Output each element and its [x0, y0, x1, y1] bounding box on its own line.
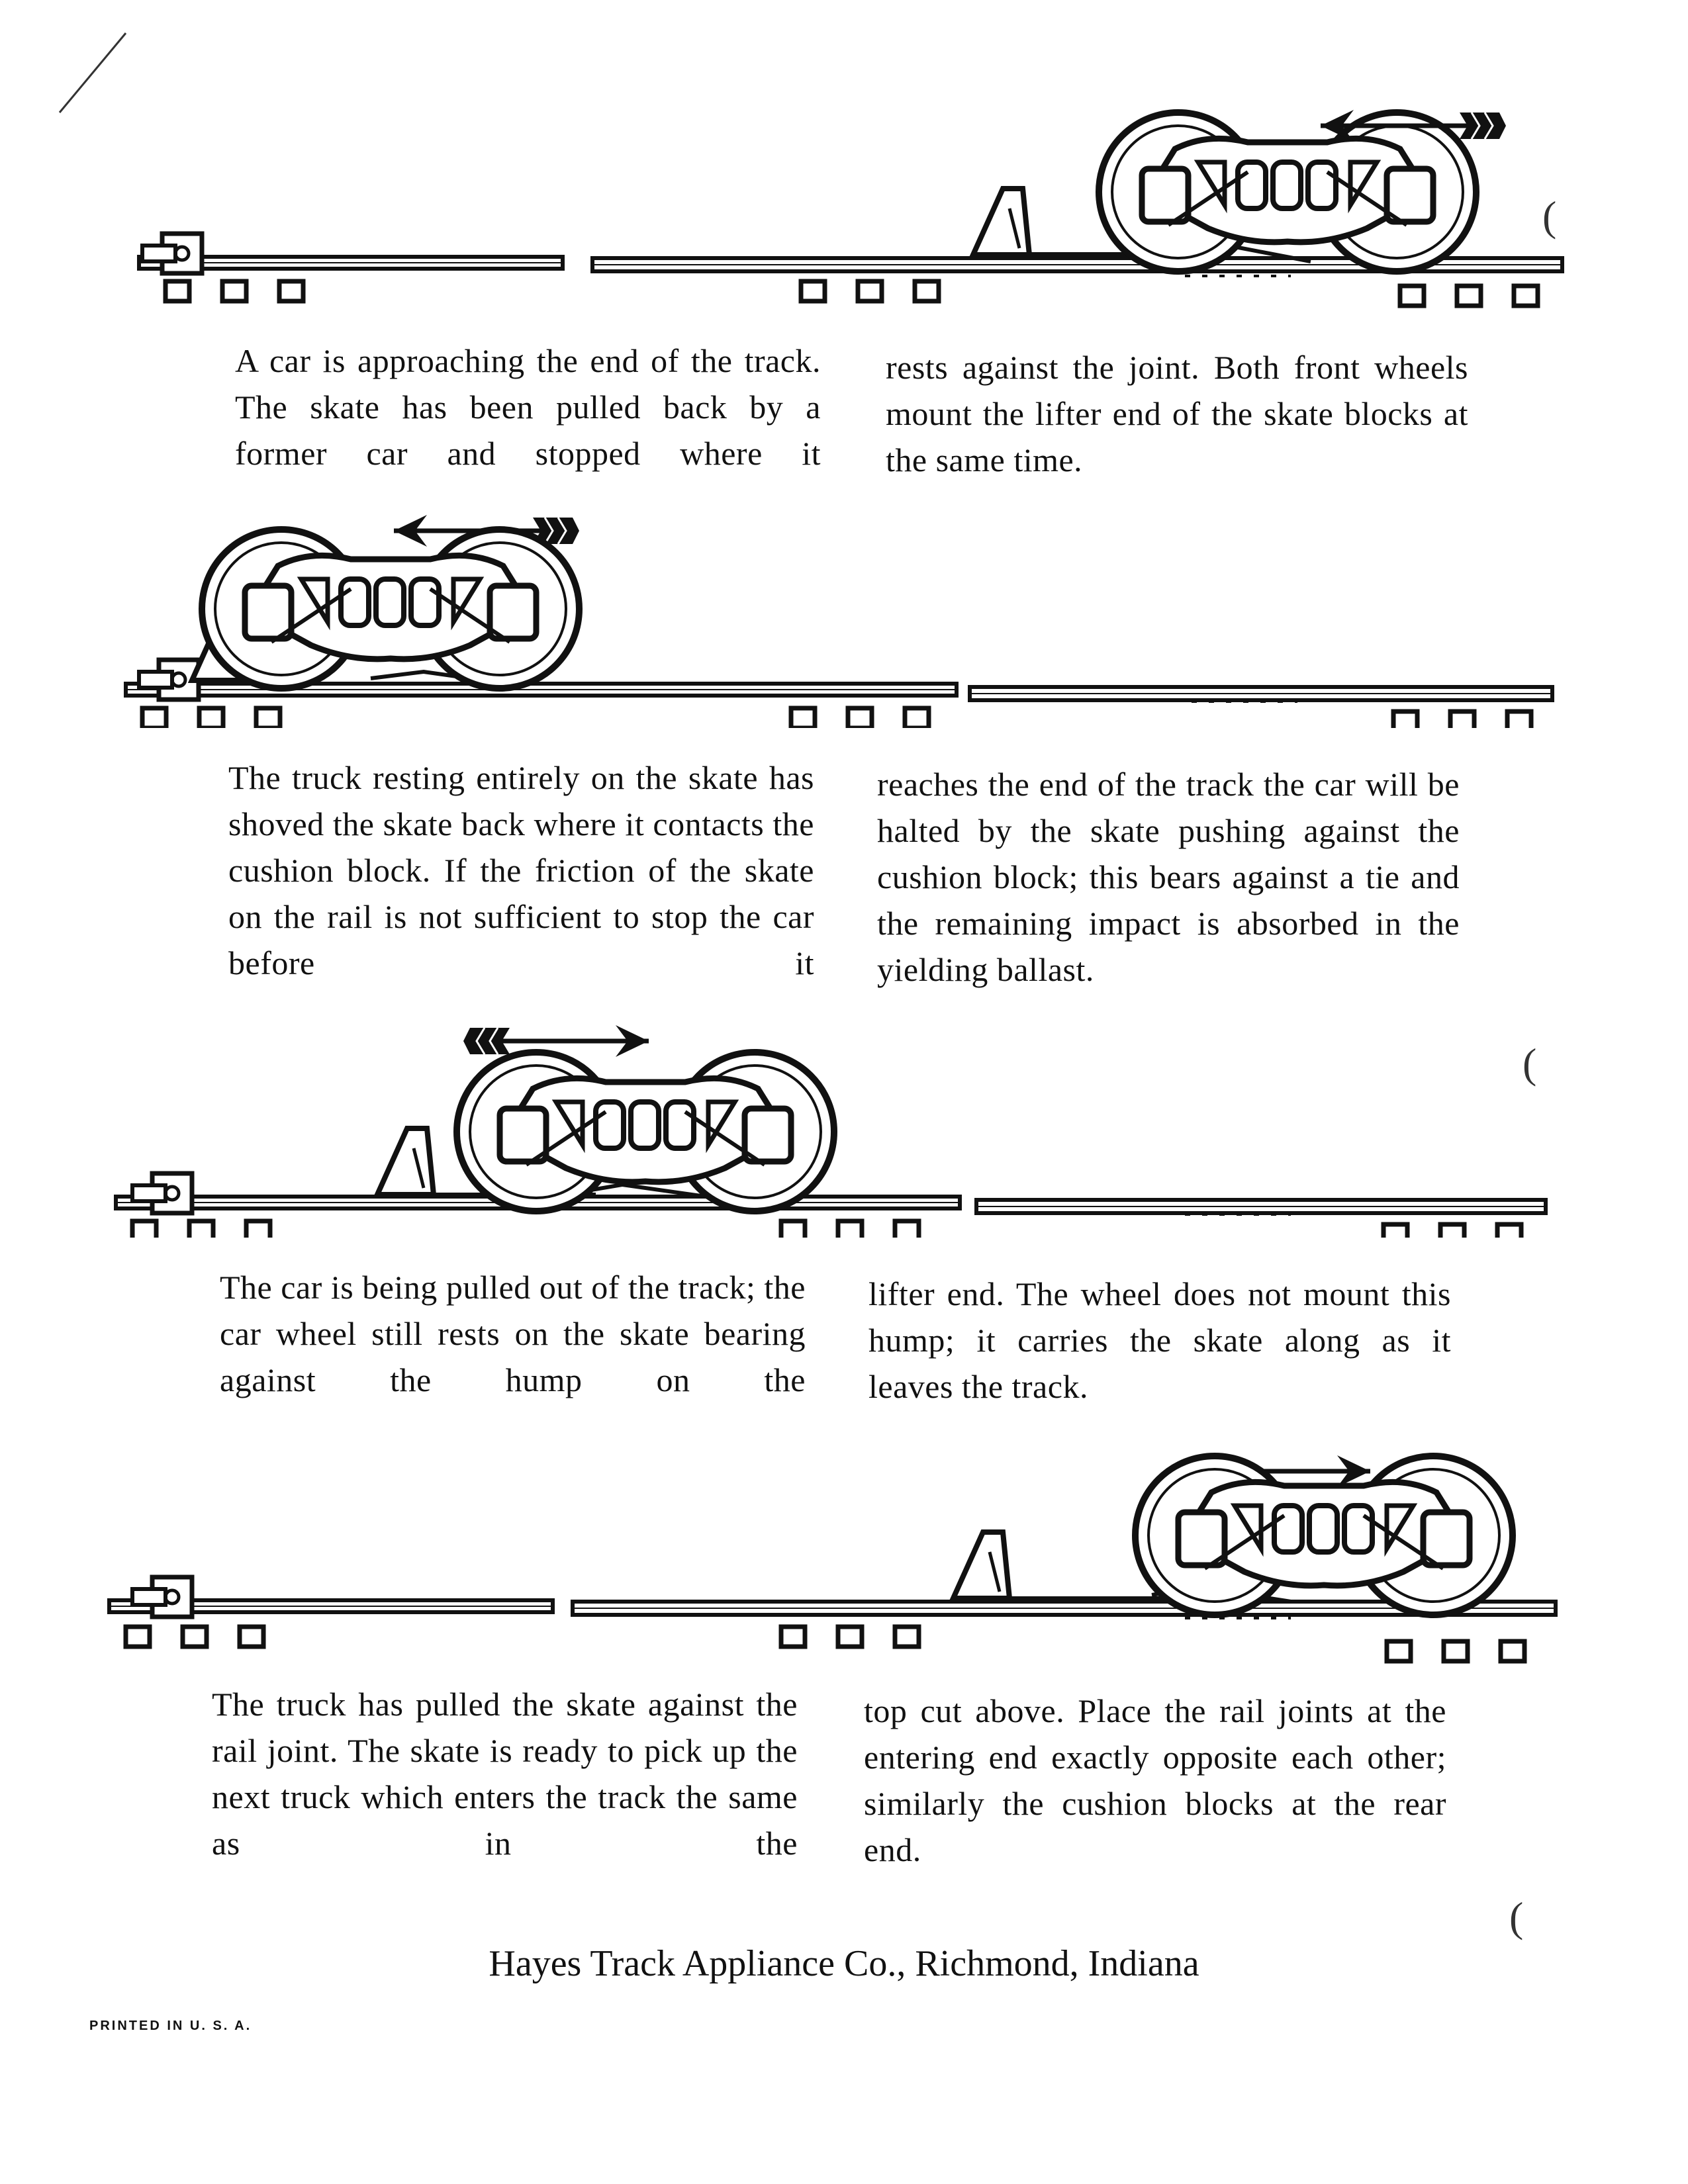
scan-mark: (	[1523, 1040, 1537, 1087]
panel-1-caption-left: A car is approaching the end of the track. The skate has been pulled back by a former car and stopped where it	[235, 342, 821, 472]
figure-panel-4	[0, 1443, 1688, 1668]
truck-illustration	[1135, 1456, 1513, 1615]
figure-panel-1	[0, 93, 1688, 331]
scan-mark	[46, 20, 152, 126]
panel-4-caption-left: The truck has pulled the skate against the rail joint. The skate is ready to pick up the next truck which enters the track the same as in the	[212, 1686, 798, 1862]
panel-3-caption-left: The car is being pulled out of the track; the car wheel still rests on the skate bearing against the hump on the	[220, 1269, 806, 1398]
panel-3-caption-right: lifter end. The wheel does not mount this hump; it carries the skate along as it leaves the track.	[868, 1275, 1451, 1405]
panel-2-caption-left: The truck resting entirely on the skate has shoved the skate back where it contacts the cushion block. If the friction of the skate on the rail is not sufficient to stop the car before it	[228, 759, 814, 981]
scan-mark: (	[1542, 193, 1557, 240]
truck-illustration	[1099, 113, 1476, 271]
panel-2-caption-right: reaches the end of the track the car will be halted by the skate pushing against the cushion block; this bears against a tie and the remaining impact is absorbed in the yielding ballast.	[877, 766, 1460, 988]
panel-1-caption-right: rests against the joint. Both front wheels mount the lifter end of the skate blocks at the same time.	[886, 349, 1468, 478]
panel-4-caption-right: top cut above. Place the rail joints at the entering end exactly opposite each other; similarly the cushion blocks at the rear end.	[864, 1692, 1446, 1868]
scan-mark: (	[1509, 1893, 1524, 1940]
truck-illustration	[202, 529, 579, 688]
figure-panel-2	[0, 510, 1688, 728]
figure-panel-3	[0, 1013, 1688, 1238]
printed-note: PRINTED IN U. S. A.	[89, 2019, 252, 2033]
footer-company: Hayes Track Appliance Co., Richmond, Indiana	[489, 1943, 1199, 1984]
